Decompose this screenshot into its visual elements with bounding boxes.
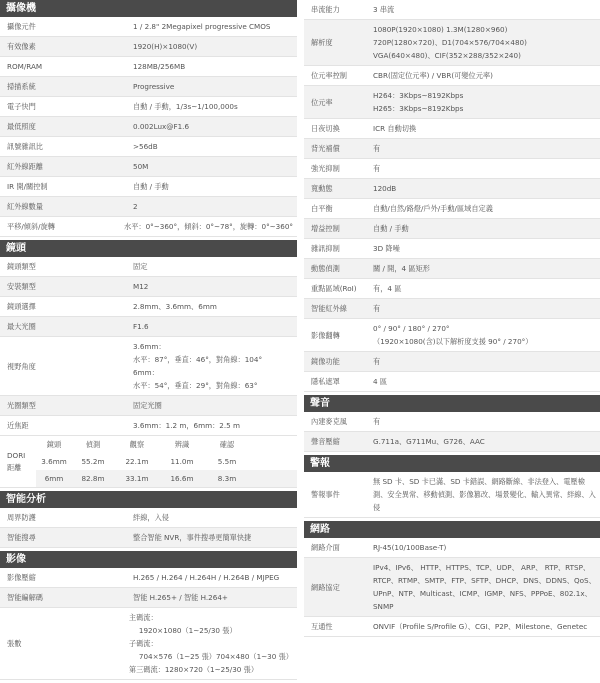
- spec-row: [0, 568, 297, 588]
- spec-value-line: RJ-45(10/100Base-T): [373, 543, 447, 552]
- spec-row: [0, 337, 297, 396]
- spec-value: [127, 97, 297, 116]
- spec-label: 內建麥克風: [311, 417, 347, 426]
- section-title: 智能分析: [0, 491, 297, 508]
- dori-distance-table: [0, 436, 297, 488]
- spec-row: [0, 508, 297, 528]
- section-title: 影像: [0, 551, 297, 568]
- spec-row: [304, 66, 600, 86]
- spec-row: [0, 157, 297, 177]
- dori-cell: 55.2m: [81, 457, 105, 466]
- spec-value-line: IPv4、IPv6、 HTTP、HTTPS、TCP、UDP、 ARP、 RTP、RTSP、RTCP、RTMP、SMTP、FTP、SFTP、DHCP、DNS、DDNS、QoS、UPnP、NTP、Multicast、ICMP、IGMP、NFS、PPPoE、802.1x、SNMP: [373, 563, 596, 611]
- spec-value-line: 0.002Lux@F1.6: [133, 122, 190, 131]
- spec-value-line: 主碼流：: [128, 613, 158, 622]
- spec-value: [127, 337, 297, 395]
- spec-value-line: 子碼流：: [128, 639, 158, 648]
- spec-label: 重點區域(RoI): [311, 284, 357, 293]
- spec-label: 最低照度: [7, 122, 36, 131]
- spec-label: 安裝類型: [7, 282, 36, 291]
- spec-value: [367, 119, 600, 138]
- spec-label: 影像壓縮: [7, 573, 36, 582]
- spec-value: [123, 608, 297, 679]
- spec-value-line: VGA(640×480)、CIF(352×288/352×240): [373, 51, 521, 60]
- spec-label: 串流能力: [311, 5, 340, 14]
- section-title: 攝像機: [0, 0, 297, 17]
- dori-label-stack: [7, 450, 25, 474]
- spec-row: [304, 20, 600, 66]
- dori-header-cell: 觀察: [129, 440, 145, 449]
- dori-header-cell: 鏡頭: [46, 440, 62, 449]
- spec-label: IR 開/關控制: [7, 182, 48, 191]
- spec-value-line: 水平：54°，垂直：29°，對角線：63°: [133, 381, 258, 390]
- spec-label: 警報事件: [311, 490, 340, 499]
- spec-label: 紅外線數量: [7, 202, 43, 211]
- spec-value-line: 3D 降噪: [373, 244, 400, 253]
- dori-label-line: DORI: [7, 450, 26, 460]
- dori-cell: 11.0m: [170, 457, 194, 466]
- spec-row: [0, 297, 297, 317]
- spec-row: [0, 57, 297, 77]
- spec-label: ROM/RAM: [7, 62, 43, 71]
- spec-label: 日夜切換: [311, 124, 340, 133]
- spec-value-line: 2: [133, 202, 138, 211]
- spec-value-line: 0° / 90° / 180° / 270°: [373, 324, 450, 333]
- spec-row: [304, 239, 600, 259]
- dori-cell: 8.3m: [217, 474, 237, 483]
- spec-value-line: H264：3Kbps~8192Kbps: [373, 91, 464, 100]
- spec-label: 有效像素: [7, 42, 36, 51]
- spec-label: 網路協定: [311, 582, 340, 592]
- section-lens: [0, 240, 297, 488]
- spec-label: 位元率: [311, 97, 333, 107]
- spec-value-line: 整合智能 NVR，事件搜尋更簡單快捷: [133, 533, 252, 542]
- spec-row: [0, 217, 297, 237]
- right-column: [304, 0, 600, 640]
- spec-label: 電子快門: [7, 102, 36, 111]
- spec-row: [304, 432, 600, 452]
- spec-row: [304, 86, 600, 119]
- spec-value-line: 128MB/256MB: [133, 62, 186, 71]
- spec-value: [367, 159, 600, 178]
- spec-value: [367, 412, 600, 431]
- spec-row: [0, 608, 297, 680]
- spec-row: [0, 117, 297, 137]
- spec-value-line: 有: [373, 144, 381, 153]
- spec-value: [367, 0, 600, 19]
- dori-cell: 6mm: [44, 474, 64, 483]
- spec-value-line: 有: [373, 357, 381, 366]
- spec-row: [304, 279, 600, 299]
- spec-row: [304, 0, 600, 20]
- dori-row: [36, 470, 297, 487]
- spec-row: [0, 197, 297, 217]
- spec-row: [0, 257, 297, 277]
- spec-value-line: 3.6mm：1.2 m，6mm：2.5 m: [133, 421, 241, 430]
- spec-value-line: 智能 H.265+ / 智能 H.264+: [133, 593, 228, 602]
- spec-value: [127, 588, 297, 607]
- dori-label: [0, 436, 36, 487]
- spec-value: [367, 472, 600, 517]
- spec-value-line: 有: [373, 164, 381, 173]
- dori-cell: 3.6mm: [41, 457, 67, 466]
- spec-value: [367, 20, 600, 65]
- spec-row: [0, 17, 297, 37]
- spec-row: [304, 472, 600, 518]
- spec-label: 影像翻轉: [311, 330, 340, 340]
- spec-label: 增益控制: [311, 224, 340, 233]
- spec-value: [127, 17, 297, 36]
- dori-row: [36, 453, 297, 470]
- spec-value-line: H.265 / H.264 / H.264H / H.264B / MJPEG: [133, 573, 280, 582]
- spec-value: [127, 197, 297, 216]
- spec-label: 紅外線距離: [7, 162, 43, 171]
- spec-value-line: （1920×1080(含)以下解析度支援 90° / 270°）: [373, 337, 533, 346]
- spec-value-line: 6mm：: [133, 368, 159, 377]
- spec-value: [127, 568, 297, 587]
- spec-row: [304, 259, 600, 279]
- spec-label: 背光補償: [311, 144, 340, 153]
- spec-label: 近焦距: [7, 421, 29, 430]
- section-network: [304, 521, 600, 637]
- spec-value-line: 有，4 區: [373, 284, 402, 293]
- spec-value-line: 1 / 2.8" 2Megapixel progressive CMOS: [133, 22, 271, 31]
- spec-value-line: F1.6: [133, 322, 149, 331]
- section-title: 聲音: [304, 395, 600, 412]
- spec-row: [0, 396, 297, 416]
- spec-value-line: 固定光圈: [133, 401, 162, 410]
- spec-value-line: 水平：0°~360°，傾斜：0°~78°，旋轉：0°~360°: [124, 222, 293, 231]
- spec-row: [304, 299, 600, 319]
- spec-value: [127, 117, 297, 136]
- spec-value-line: 1920×1080（1~25/30 張）: [138, 626, 237, 635]
- spec-value: [127, 396, 297, 415]
- spec-value-line: 自動/自然/路燈/戶外/手動/區域自定義: [373, 204, 493, 213]
- spec-value: [367, 179, 600, 198]
- spec-value: [118, 217, 297, 236]
- spec-value-line: 1080P(1920×1080) 1.3M(1280×960): [373, 25, 508, 34]
- spec-row: [0, 37, 297, 57]
- spec-row: [304, 617, 600, 637]
- spec-row: [0, 416, 297, 436]
- spec-row: [0, 77, 297, 97]
- spec-value-line: 50M: [133, 162, 149, 171]
- spec-value-line: 絆線，入侵: [133, 513, 169, 522]
- spec-value-line: 第三碼流：1280×720（1~25/30 張）: [128, 665, 259, 674]
- spec-value-line: H265：3Kbps~8192Kbps: [373, 104, 464, 113]
- dori-cell: 5.5m: [217, 457, 237, 466]
- spec-row: [304, 219, 600, 239]
- spec-value: [367, 259, 600, 278]
- spec-value-line: 自動 / 手動: [373, 224, 409, 233]
- dori-cell: 22.1m: [125, 457, 149, 466]
- spec-value: [127, 416, 297, 435]
- spec-row: [0, 137, 297, 157]
- spec-value: [127, 77, 297, 96]
- spec-value-line: 關 / 開，4 區矩形: [373, 264, 430, 273]
- spec-value-line: 1920(H)×1080(V): [133, 42, 198, 51]
- spec-row: [0, 588, 297, 608]
- section-camera: [0, 0, 297, 237]
- spec-row: [0, 277, 297, 297]
- section-smart-analysis: [0, 491, 297, 548]
- spec-value-line: 2.8mm、3.6mm、6mm: [133, 302, 217, 311]
- spec-value: [367, 279, 600, 298]
- spec-value-line: 4 區: [373, 377, 388, 386]
- spec-value: [127, 137, 297, 156]
- spec-label: 最大光圈: [7, 322, 36, 331]
- spec-label: 張數: [7, 639, 22, 648]
- section-title: 警報: [304, 455, 600, 472]
- spec-value: [127, 508, 297, 527]
- spec-value: [367, 86, 600, 118]
- spec-value: [127, 177, 297, 196]
- spec-row: [304, 139, 600, 159]
- spec-label: 攝像元件: [7, 22, 36, 31]
- spec-value-line: ONVIF（Profile S/Profile G）、CGI、P2P、Milestone、Genetec: [373, 622, 588, 631]
- spec-label: 互通性: [311, 622, 333, 631]
- dori-cell: 16.6m: [170, 474, 194, 483]
- section-stream-image: [304, 0, 600, 392]
- spec-value: [367, 239, 600, 258]
- left-column: [0, 0, 297, 683]
- spec-value: [367, 372, 600, 391]
- spec-value-line: G.711a、G711Mu、G726、AAC: [373, 437, 485, 446]
- spec-row: [304, 319, 600, 352]
- spec-value: [127, 297, 297, 316]
- dori-label-line: 距離: [7, 462, 22, 472]
- section-audio: [304, 395, 600, 452]
- section-video: [0, 551, 297, 680]
- spec-label: 訊號雜訊比: [7, 142, 43, 151]
- dori-grid: [36, 436, 297, 487]
- dori-cell: 82.8m: [81, 474, 105, 483]
- spec-value: [367, 538, 600, 557]
- spec-value-line: 自動 / 手動，1/3s~1/100,000s: [133, 102, 238, 111]
- spec-label: 雜訊抑制: [311, 244, 340, 253]
- spec-row: [304, 538, 600, 558]
- spec-label: 平移/傾斜/旋轉: [7, 222, 55, 231]
- spec-row: [0, 97, 297, 117]
- spec-value: [367, 319, 600, 351]
- dori-header-cell: 偵測: [85, 440, 101, 449]
- section-title: 網路: [304, 521, 600, 538]
- spec-value: [127, 277, 297, 296]
- spec-row: [304, 558, 600, 617]
- spec-label: 智能編解碼: [7, 593, 43, 602]
- spec-label: 隱私遮罩: [311, 377, 340, 386]
- spec-label: 鏡頭選擇: [7, 302, 36, 311]
- spec-value-line: M12: [133, 282, 149, 291]
- dori-header-row: [36, 436, 297, 453]
- spec-row: [0, 177, 297, 197]
- spec-value: [127, 528, 297, 547]
- spec-value-line: 水平：87°，垂直：46°，對角線：104°: [133, 355, 263, 364]
- spec-row: [304, 352, 600, 372]
- spec-label: 白平衡: [311, 204, 333, 213]
- section-title: 鏡頭: [0, 240, 297, 257]
- dori-header-cell: 辨識: [174, 440, 190, 449]
- spec-value: [367, 617, 600, 636]
- spec-value-line: 3 串流: [373, 5, 395, 14]
- spec-row: [304, 199, 600, 219]
- spec-value-line: 自動 / 手動: [133, 182, 169, 191]
- dori-header-cell: 確認: [219, 440, 235, 449]
- spec-value-line: 固定: [133, 262, 148, 271]
- spec-value-line: ICR 自動切換: [373, 124, 417, 133]
- spec-label: 解析度: [311, 38, 333, 47]
- spec-row: [0, 317, 297, 337]
- spec-row: [304, 159, 600, 179]
- spec-label: 網路介面: [311, 543, 340, 552]
- spec-label: 強光抑制: [311, 164, 340, 173]
- spec-label: 視野角度: [7, 361, 36, 371]
- spec-value-line: 120dB: [373, 184, 397, 193]
- spec-row: [304, 119, 600, 139]
- spec-value-line: Progressive: [133, 82, 175, 91]
- spec-label: 鏡頭類型: [7, 262, 36, 271]
- dori-cell: 33.1m: [125, 474, 149, 483]
- spec-label: 動態偵測: [311, 264, 340, 273]
- spec-label: 周界防護: [7, 513, 36, 522]
- spec-label: 鏡像功能: [311, 357, 340, 366]
- spec-value: [367, 558, 600, 616]
- section-alarm: [304, 455, 600, 518]
- spec-label: 聲音壓縮: [311, 437, 340, 446]
- spec-row: [304, 179, 600, 199]
- spec-value-line: 704×576（1~25 張）704×480（1~30 張）: [138, 652, 293, 661]
- spec-label: 寬動態: [311, 184, 333, 193]
- spec-value: [127, 57, 297, 76]
- spec-value: [127, 157, 297, 176]
- spec-label: 光圈類型: [7, 401, 36, 410]
- spec-row: [304, 412, 600, 432]
- spec-value: [367, 66, 600, 85]
- spec-value-line: 無 SD 卡、SD 卡已滿、SD 卡錯誤、網路斷線、非法登入、電壓檢測、安全異常、移動偵測、影像篡改、場景變化、輸入異常、絆線、入侵: [373, 477, 596, 512]
- spec-value: [367, 352, 600, 371]
- spec-value: [367, 299, 600, 318]
- spec-value-line: CBR(固定位元率) / VBR(可變位元率): [373, 71, 493, 80]
- spec-value-line: 720P(1280×720)、D1(704×576/704×480): [373, 38, 527, 47]
- spec-value: [127, 37, 297, 56]
- spec-value-line: >56dB: [133, 142, 158, 151]
- spec-value: [367, 199, 600, 218]
- spec-row: [0, 528, 297, 548]
- spec-value: [367, 219, 600, 238]
- spec-value: [367, 139, 600, 158]
- spec-value: [127, 257, 297, 276]
- spec-label: 位元率控制: [311, 71, 347, 80]
- spec-label: 智能搜尋: [7, 533, 36, 542]
- spec-label: 智能紅外線: [311, 304, 347, 313]
- spec-value-line: 3.6mm：: [133, 342, 166, 351]
- spec-row: [304, 372, 600, 392]
- spec-value-line: 有: [373, 417, 381, 426]
- spec-value: [367, 432, 600, 451]
- spec-value-line: 有: [373, 304, 381, 313]
- spec-label: 掃描系統: [7, 82, 36, 91]
- spec-value: [127, 317, 297, 336]
